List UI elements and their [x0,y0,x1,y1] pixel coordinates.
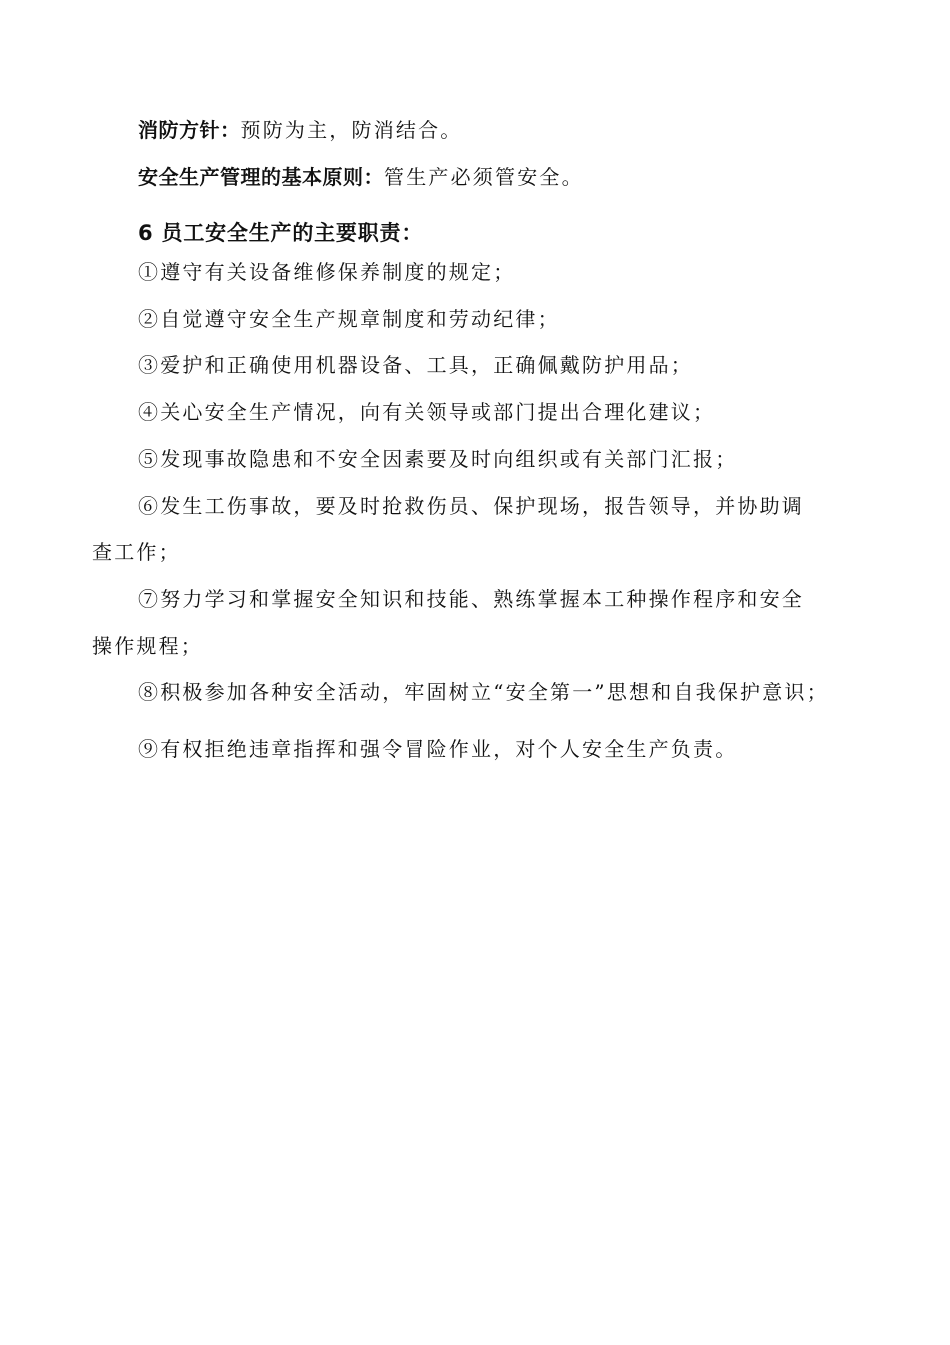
policy-text: 预防为主，防消结合。 [240,118,463,142]
duty-item-9: ⑨有权拒绝违章指挥和强令冒险作业，对个人安全生产负责。 [138,737,738,761]
duty-item-6: ⑥发生工伤事故，要及时抢救伤员、保护现场，报告领导，并协助调 [138,494,804,518]
policy-term: 安全生产管理的基本原则： [138,165,384,189]
duty-item-4: ④关心安全生产情况，向有关领导或部门提出合理化建议； [138,400,716,424]
duty-item-6-continued: 查工作； [92,540,181,564]
section-heading: 6 员工安全生产的主要职责： [138,221,424,245]
policy-fire-protection [138,116,463,144]
duty-item-5: ⑤发现事故隐患和不安全因素要及时向组织或有关部门汇报； [138,447,738,471]
duty-item-1: ①遵守有关设备维修保养制度的规定； [138,260,516,284]
duty-item-2: ②自觉遵守安全生产规章制度和劳动纪律； [138,307,560,331]
duty-item-3: ③爱护和正确使用机器设备、工具，正确佩戴防护用品； [138,353,693,377]
duty-item-7: ⑦努力学习和掌握安全知识和技能、熟练掌握本工种操作程序和安全 [138,587,804,611]
duty-item-8: ⑧积极参加各种安全活动，牢固树立“安全第一”思想和自我保护意识； [138,680,829,704]
policy-safety-principle [138,163,584,191]
duty-item-7-continued: 操作规程； [92,634,203,658]
policy-term: 消防方针： [138,118,241,142]
policy-text: 管生产必须管安全。 [384,165,584,189]
